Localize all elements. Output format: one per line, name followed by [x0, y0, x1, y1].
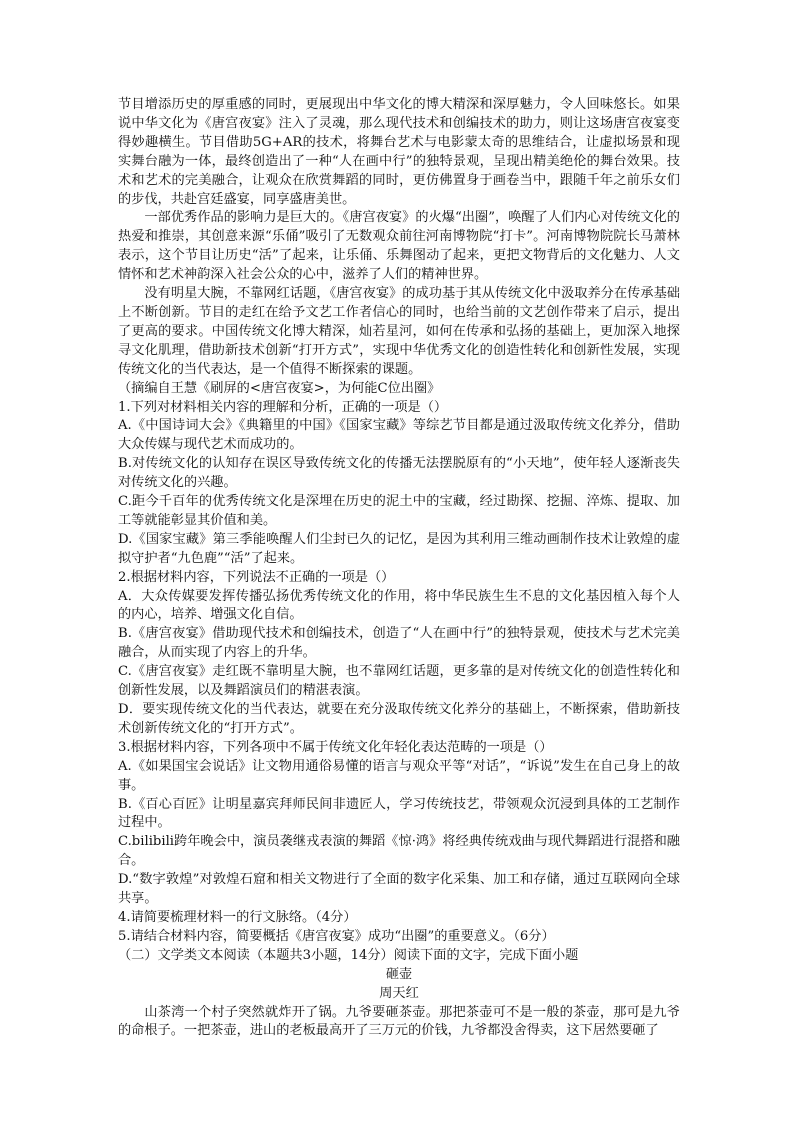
- question-4: 4.请简要梳理材料一的行文脉络。（4分）: [118, 909, 357, 925]
- question-3-option-b: B.《百心百匠》让明星嘉宾拜师民间非遗匠人，学习传统技艺，带领观众沉浸到具体的工艺制作过程中。: [118, 796, 680, 831]
- paragraph-1: 节目增添历史的厚重感的同时，更展现出中华文化的博大精深和深厚魅力，令人回味悠长。如果说中华文化为《唐宫夜宴》注入了灵魂，那么现代技术和创编技术的助力，则让这场唐宫夜宴变得妙趣横生。节目借助5G+AR的技术，将舞台艺术与电影蒙太奇的思维结合，让虚拟场景和现实舞台融为一体，最终创造出了一种“人在画中行”的独特景观，呈现出精美绝伦的舞台效果。技术和艺术的完美融合，让观众在欣赏舞蹈的同时，更仿佛置身于画卷当中，跟随千年之前乐女们的步伐，共赴宫廷盛宴，同享盛唐美世。: [118, 97, 680, 207]
- question-3-option-d: D.“数字敦煌”对敦煌石窟和相关文物进行了全面的数字化采集、加工和存储，通过互联网向全球共享。: [118, 872, 680, 907]
- question-3-option-c: C.bilibili跨年晚会中，演员袭继戎表演的舞蹈《惊·鸿》将经典传统戏曲与现代舞蹈进行混搭和融合。: [118, 834, 680, 869]
- question-1-option-b: B.对传统文化的认知存在误区导致传统文化的传播无法摆脱原有的“小天地”，使年轻人逐渐丧失对传统文化的兴趣。: [118, 456, 680, 491]
- question-3-stem: 3.根据材料内容，下列各项中不属于传统文化年轻化表达范畴的一项是（）: [118, 739, 553, 755]
- document-page: [118, 96, 680, 1041]
- question-2-option-d: D．要实现传统文化的当代表达，就要在充分汲取传统文化养分的基础上，不断探索，借助新技术创新传统文化的“打开方式”。: [118, 702, 680, 736]
- source-citation: （摘编自王慧《刷屏的<唐宫夜宴>，为何能C位出圈》: [118, 380, 441, 396]
- question-2-option-a: A．大众传媒要发挥传播弘扬优秀传统文化的作用，将中华民族生生不息的文化基因植入每个人的内心，培养、增强文化自信。: [118, 588, 680, 623]
- question-2-option-c: C.《唐宫夜宴》走红既不靠明星大腕，也不靠网红话题，更多靠的是对传统文化的创造性转化和创新性发展，以及舞蹈演员们的精湛表演。: [118, 664, 680, 699]
- question-2-option-b: B.《唐宫夜宴》借助现代技术和创编技术，创造了“人在画中行”的独特景观，使技术与艺术完美融合，从而实现了内容上的升华。: [118, 626, 680, 661]
- question-1-option-c: C.距今千百年的优秀传统文化是深埋在历史的泥土中的宝藏，经过勘探、挖掘、淬炼、提取、加工等就能彰显其价值和美。: [118, 494, 680, 528]
- story-title: 砸壶: [385, 966, 413, 982]
- story-paragraph: 山茶湾一个村子突然就炸开了锅。九爷要砸茶壶。那把茶壶可不是一般的茶壶，那可是九爷的命根子。一把茶壶，进山的老板最高开了三万元的价钱，九爷都没舍得卖，这下居然要砸了: [118, 1004, 680, 1039]
- question-1-option-d: D.《国家宝藏》第三季能唤醒人们尘封已久的记忆，是因为其利用三维动画制作技术让敦煌的虚拟守护者“九色鹿”“活”了起来。: [118, 531, 680, 566]
- question-5: 5.请结合材料内容，简要概括《唐宫夜宴》成功“出圈”的重要意义。（6分）: [118, 928, 555, 944]
- question-1-option-a: A.《中国诗词大会》《典籍里的中国》《国家宝藏》等综艺节目都是通过汲取传统文化养分，借助大众传媒与现代艺术而成功的。: [118, 418, 680, 453]
- section-header: （二）文学类文本阅读（本题共3小题，14分）阅读下面的文字，完成下面小题: [118, 947, 579, 963]
- story-author: 周天红: [379, 985, 419, 1001]
- paragraph-2: 一部优秀作品的影响力是巨大的。《唐宫夜宴》的火爆“出圈”，唤醒了人们内心对传统文化的热爱和推崇，其创意来源“乐俑”吸引了无数观众前往河南博物院“打卡”。河南博物院院长马萧林表示，这个节目让历史“活”了起来，让乐俑、乐舞图动了起来，更把文物背后的文化魅力、人文情怀和艺术神韵深入社会公众的心中，滋养了人们的精神世界。: [118, 210, 680, 283]
- question-3-option-a: A.《如果国宝会说话》让文物用通俗易懂的语言与观众平等“对话”，“诉说”发生在自己身上的故事。: [118, 758, 680, 793]
- question-1-stem: 1.下列对材料相关内容的理解和分析，正确的一项是（）: [118, 399, 448, 415]
- paragraph-3: 没有明星大腕，不靠网红话题，《唐宫夜宴》的成功基于其从传统文化中汲取养分在传承基础上不断创新。节目的走红在给予文艺工作者信心的同时，也给当前的文艺创作带来了启示，提出了更高的要求。中国传统文化博大精深，灿若星河，如何在传承和弘扬的基础上，更加深入地探寻文化肌理，借助新技术创新“打开方式”，实现中华优秀文化的创造性转化和创新性发展，实现传统文化的当代表达，是一个值得不断探索的课题。: [118, 286, 680, 377]
- question-2-stem: 2.根据材料内容，下列说法不正确的一项是（）: [118, 569, 395, 585]
